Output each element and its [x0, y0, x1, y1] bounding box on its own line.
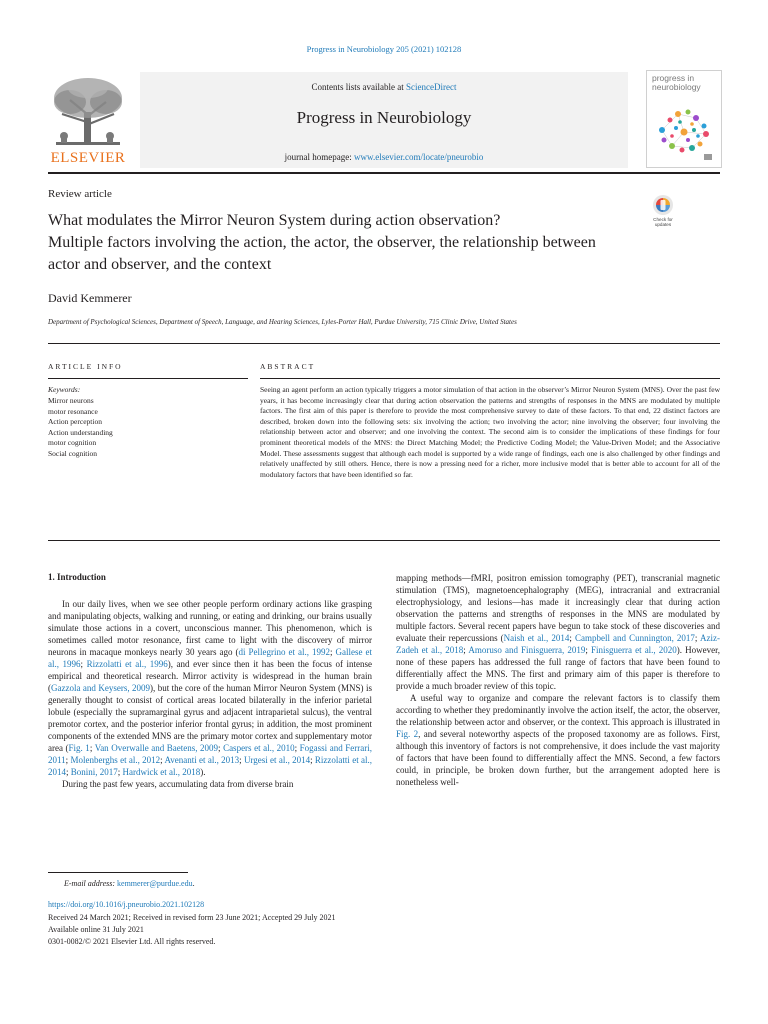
- body-text: ;: [239, 755, 244, 765]
- elsevier-wordmark: ELSEVIER: [50, 150, 126, 166]
- body-text: ;: [66, 767, 71, 777]
- check-badge-line-2: updates: [654, 222, 672, 227]
- keyword-item: Mirror neurons: [48, 396, 94, 405]
- email-end: .: [192, 879, 195, 888]
- body-text: ).: [200, 767, 206, 777]
- cover-title: [652, 74, 718, 92]
- body-text: ). However, none of these papers has addressed the full range of factors that have been found to differentially affect the MNS. The first and primary aim of this paper is therefore to provide a much broader review of this topic.: [396, 645, 720, 691]
- copyright-notice: 0301-0082/© 2021 Elsevier Ltd. All rights reserved.: [48, 937, 216, 946]
- body-text: ;: [585, 645, 592, 655]
- body-text: ;: [80, 659, 87, 669]
- elsevier-tree-logo-icon: [48, 74, 128, 150]
- cover-title-line-2: neurobiology: [652, 82, 701, 92]
- citation-link[interactable]: Gallese et al., 1996: [48, 647, 373, 669]
- keyword-item: motor resonance: [48, 406, 98, 416]
- citation-link[interactable]: di Pellegrino et al., 1992: [238, 647, 330, 657]
- body-column-right: [396, 572, 720, 788]
- citation-link[interactable]: Naish et al., 2014: [503, 633, 570, 643]
- citation-link[interactable]: Bonini, 2017: [70, 767, 118, 777]
- homepage-link[interactable]: www.elsevier.com/locate/pneurobio: [354, 152, 484, 162]
- body-text: ;: [294, 743, 300, 753]
- body-text: ;: [89, 743, 95, 753]
- intro-paragraph: [48, 598, 372, 778]
- journal-reference[interactable]: Progress in Neurobiology 205 (2021) 102128: [306, 44, 462, 54]
- email-link[interactable]: kemmerer@purdue.edu: [117, 879, 193, 888]
- citation-link[interactable]: Molenberghs et al., 2012: [70, 755, 161, 765]
- body-column-left: [48, 598, 372, 790]
- citation-link[interactable]: Van Overwalle and Baetens, 2009: [94, 743, 219, 753]
- citation-link[interactable]: Hardwick et al., 2018: [122, 767, 201, 777]
- author-affiliation: Department of Psychological Sciences, Department of Speech, Language, and Hearing Sciences, Lyles-Porter Hall, Purdue University, 715 Clinic Drive, United States: [48, 318, 517, 326]
- author-name[interactable]: David Kemmerer: [48, 291, 132, 305]
- keyword-item: Action perception: [48, 417, 102, 427]
- header-rule: [48, 172, 720, 174]
- journal-homepage: [140, 152, 628, 162]
- body-text: A useful way to organize and compare the relevant factors is to classify them according to whether they predominantly involve the action itself, the actor, the observer, the relationship between actor and observer, or the context. This approach is illustrated in: [396, 693, 720, 727]
- body-text: ;: [117, 767, 123, 777]
- contents-availability: [140, 82, 628, 92]
- article-info-heading: ARTICLE INFO: [48, 362, 123, 371]
- body-text: In our daily lives, when we see other people perform ordinary actions like grasping and manipulating objects, walking and running, or eating and drinking, our brains usually simulate those actions in a covert, unconscious manner. This phenomenon, which is sometimes called motor resonance, first came to light with the discovery of mirror neurons in macaque monkeys nearly 30 years ago (: [48, 599, 372, 657]
- body-text: ;: [569, 633, 575, 643]
- journal-title: Progress in Neurobiology: [296, 108, 472, 127]
- available-online-date: Available online 31 July 2021: [48, 925, 144, 934]
- abstract-rule: [260, 378, 720, 379]
- email-label: E-mail address:: [64, 879, 116, 888]
- cover-brain-network-icon: [648, 100, 718, 164]
- keyword-item: Action understanding: [48, 427, 113, 437]
- body-text: ), and ever since then it has been the focus of intense empirical and theoretical research. Mirror activity is widespread in the human brain (: [48, 659, 372, 693]
- body-text: ;: [160, 755, 165, 765]
- keyword-item: motor cognition: [48, 438, 97, 448]
- citation-link[interactable]: Campbell and Cunnington, 2017: [574, 633, 695, 643]
- citation-link[interactable]: Rizzolatti et al., 1996: [86, 659, 168, 669]
- body-text: , and several noteworthy aspects of the proposed taxonomy are as follows. First, although this inventory of factors is not comprehensive, it does include the vast majority of factors that have been found to differentially affect the MNS. Second, a few factors could, in principle, be broken down further, but the arrangement adopted here is nonetheless well-: [396, 729, 720, 787]
- article-title: [48, 210, 728, 276]
- sciencedirect-link[interactable]: ScienceDirect: [406, 82, 457, 92]
- keywords-list: [48, 396, 113, 460]
- citation-link[interactable]: Avenanti et al., 2013: [164, 755, 240, 765]
- body-text: mapping methods—fMRI, positron emission tomography (PET), transcranial magnetic stimulation (TMS), magnetoencephalography (MEG), intracranial and extracranial electrophysiology, and lesions—has made it increasingly clear that during action observation the patterns and strengths of responses in the MNS are modulated by multiple factors. Several recent papers have begun to take stock of these discoveries and evaluate their repercussions (: [396, 573, 720, 643]
- introduction-heading: 1. Introduction: [48, 572, 106, 582]
- body-text: ), but the core of the human Mirror Neuron System (MNS) is generally thought to consist of cortical areas located bilaterally in the inferior parietal lobule (especially the supramarginal gyrus and adjacent intraparietal sulcus), the ventral premotor cortex, and the posterior inferior frontal gyrus; in addition, the most prominent components of the extended MNS are the primary motor cortex and supplementary motor area (: [48, 683, 372, 753]
- affiliation-rule: [48, 343, 720, 344]
- citation-link[interactable]: Gazzola and Keysers, 2009: [51, 683, 151, 693]
- abstract-text: Seeing an agent perform an action typically triggers a motor simulation of that action in the observer’s Mirror Neuron System (MNS). Over the past few years, it has become increasingly clear that during action observation the patterns and strengths of responses in the MNS are modulated by multiple factors. The first aim of this paper is therefore to provide the most comprehensive survey to date of these factors. To that end, 22 distinct factors are described, broken down into the following sets: six involving the action; two involving the actor; nine involving the observer; four involving the relationship between actor and observer; and one involving the context. The second aim is to consider the implications of these findings for four prominent theoretical models of the MNS: the Direct Matching Model; the Predictive Coding Model; the Value-Driven Model; and the Associative Model. These assessments suggest that although each model is supported by a wide range of findings, each one is also challenged by other findings and relatively unaffected by still others. Hence, there is now a pressing need for a richer, more inclusive model that is better able to account for all of the modulatory factors that have been identified so far.: [260, 385, 720, 479]
- doi-link[interactable]: https://doi.org/10.1016/j.pneurobio.2021.102128: [48, 900, 205, 909]
- body-text: ;: [310, 755, 315, 765]
- citation-link[interactable]: Fig. 1: [68, 743, 90, 753]
- body-text: ;: [330, 647, 336, 657]
- body-text: ;: [218, 743, 224, 753]
- citation-link[interactable]: Aziz-Zadeh et al., 2018: [396, 633, 720, 655]
- article-title-line-3: actor and observer, and the context: [48, 256, 272, 273]
- citation-link[interactable]: Rizzolatti et al., 2014: [48, 755, 372, 777]
- article-title-line-1: What modulates the Mirror Neuron System during action observation?: [48, 212, 501, 229]
- article-info-rule: [48, 378, 248, 379]
- citation-link[interactable]: Fig. 2: [396, 729, 419, 739]
- intro-paragraph: [396, 572, 720, 692]
- citation-link[interactable]: Finisguerra et al., 2020: [591, 645, 677, 655]
- body-text: During the past few years, accumulating data from diverse brain: [62, 779, 294, 789]
- footnote-rule: [48, 872, 188, 873]
- intro-paragraph: [396, 692, 720, 788]
- citation-link[interactable]: Amoruso and Finisguerra, 2019: [468, 645, 586, 655]
- keyword-item: Social cognition: [48, 448, 97, 458]
- homepage-prefix: journal homepage:: [284, 152, 355, 162]
- abstract-heading: ABSTRACT: [260, 362, 316, 371]
- intro-paragraph: [48, 778, 372, 790]
- citation-link[interactable]: Caspers et al., 2010: [223, 743, 295, 753]
- citation-link[interactable]: Fogassi and Ferrari, 2011: [48, 743, 372, 765]
- check-for-updates-badge-icon[interactable]: [648, 194, 678, 228]
- author-email-footnote: [64, 879, 195, 888]
- article-type: Review article: [48, 188, 112, 200]
- body-text: ;: [694, 633, 700, 643]
- citation-link[interactable]: Urgesi et al., 2014: [243, 755, 311, 765]
- keywords-label: Keywords:: [48, 385, 81, 394]
- contents-prefix: Contents lists available at: [311, 82, 406, 92]
- abstract-bottom-rule: [48, 540, 720, 541]
- cover-title-line-1: progress in: [652, 73, 695, 83]
- body-text: ;: [463, 645, 469, 655]
- check-badge-line-1: Check for: [653, 217, 673, 222]
- article-title-line-2: Multiple factors involving the action, the actor, the observer, the relationship between: [48, 234, 596, 251]
- body-text: ;: [65, 755, 71, 765]
- received-dates: Received 24 March 2021; Received in revised form 23 June 2021; Accepted 29 July 2021: [48, 913, 336, 922]
